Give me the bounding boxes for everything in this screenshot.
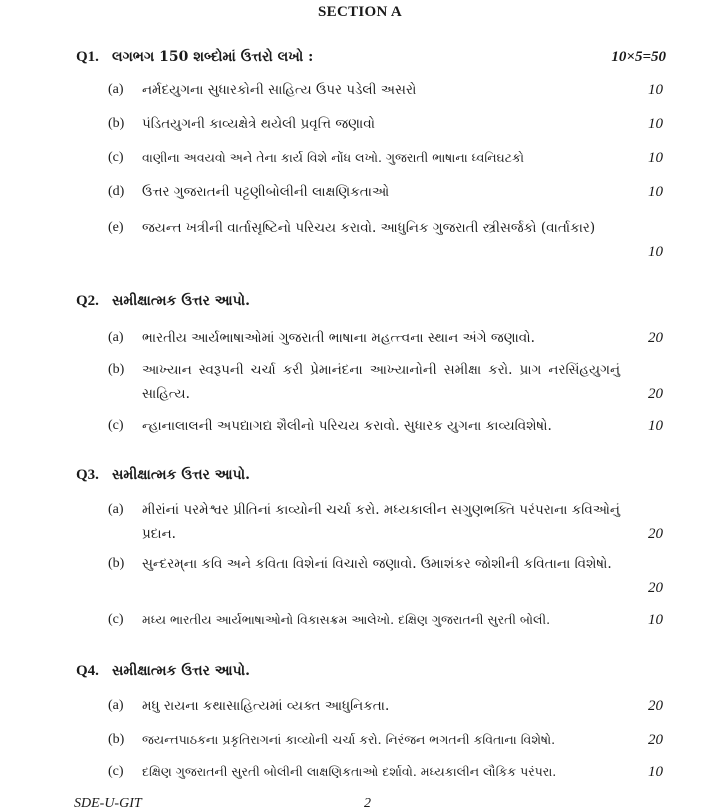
- paper-code: SDE-U-GIT: [74, 796, 142, 811]
- part-text: ભારતીય આર્યભાષાઓમાં ગુજરાતી ભાષાના મહત્ત્વના સ્થાન અંગે જણાવો.: [142, 330, 535, 346]
- question-2-header: [76, 290, 666, 312]
- part-text: પંડિતયુગની કાવ્યક્ષેત્રે થયેલી પ્રવૃત્તિ જણાવો: [142, 116, 376, 132]
- question-marks: 10×5=50: [611, 49, 666, 65]
- part-text: મધ્ય ભારતીય આર્યભાષાઓનો વિકાસક્રમ આલેખો. દક્ષિણ ગુજરાતની સુરતી બોલી.: [142, 612, 551, 627]
- part-label: (a): [108, 502, 124, 517]
- part-marks: 10: [648, 184, 663, 200]
- part-marks: 20: [648, 526, 663, 542]
- part-text: મધુ રાયના કથાસાહિત્યમાં વ્યક્ત આધુનિકતા.: [142, 698, 390, 714]
- part-marks: 10: [648, 150, 663, 166]
- section-title: SECTION A: [318, 4, 402, 20]
- part-label: (e): [108, 220, 124, 235]
- question-number: Q4.: [76, 663, 99, 679]
- part-label: (b): [108, 362, 125, 377]
- part-label: (c): [108, 150, 124, 165]
- part-marks: 10: [648, 764, 663, 780]
- page-number: 2: [364, 796, 371, 811]
- part-text: જયન્તપાઠકના પ્રકૃતિરાગનાં કાવ્યોની ચર્ચા કરો. નિરંજન ભગતની કવિતાના વિશેષો.: [142, 732, 556, 747]
- part-marks: 10: [648, 418, 663, 434]
- part-text: દક્ષિણ ગુજરાતની સુરતી બોલીની લાક્ષણિકતાઓ દર્શાવો. મધ્યકાલીન લૌકિક પરંપરા.: [142, 764, 557, 779]
- part-label: (b): [108, 556, 125, 571]
- part-text: મીરાંનાં પરમેશ્વર પ્રીતિનાં કાવ્યોની ચર્ચા કરો. મધ્યકાલીન સગુણભક્તિ પરંપરાના કવિઓનું પ્રદાન.: [142, 502, 620, 542]
- part-marks: 10: [648, 612, 663, 628]
- part-marks: 10: [648, 244, 663, 260]
- question-4-header: [76, 660, 666, 682]
- question-number: Q1.: [76, 49, 99, 65]
- part-text: ઉત્તર ગુજરાતની પટ્ટણીબોલીની લાક્ષણિકતાઓ: [142, 184, 390, 200]
- question-number: Q3.: [76, 467, 99, 483]
- part-label: (b): [108, 116, 125, 131]
- part-marks: 20: [648, 580, 663, 596]
- question-1-header: [76, 46, 666, 68]
- part-label: (c): [108, 418, 124, 433]
- part-marks: 10: [648, 116, 663, 132]
- part-text: આખ્યાન સ્વરૂપની ચર્ચા કરી પ્રેમાનંદના આખ્યાનોની સમીક્ષા કરો. પ્રાગ નરસિંહયુગનું સાહિત્ય.: [142, 362, 620, 402]
- part-marks: 20: [648, 698, 663, 714]
- question-number: Q2.: [76, 293, 99, 309]
- question-instruction: સમીક્ષાત્મક ઉત્તર આપો.: [112, 293, 250, 309]
- part-label: (b): [108, 732, 125, 747]
- part-marks: 10: [648, 82, 663, 98]
- part-text: વાણીના અવયવો અને તેના કાર્ય વિશે નોંધ લખો. ગુજરાતી ભાષાના ધ્વનિઘટકો: [142, 150, 524, 165]
- part-label: (a): [108, 698, 124, 713]
- question-instruction: સમીક્ષાત્મક ઉત્તર આપો.: [112, 467, 250, 483]
- part-text: જયન્ત ખત્રીની વાર્તાસૃષ્ટિનો પરિચય કરાવો. આધુનિક ગુજરાતી સ્ત્રીસર્જકો (વાર્તાકાર): [142, 220, 596, 236]
- part-marks: 20: [648, 732, 663, 748]
- part-label: (c): [108, 764, 124, 779]
- question-instruction: લગભગ 150 શબ્દોમાં ઉત્તરો લખો :: [112, 49, 314, 65]
- part-label: (a): [108, 82, 124, 97]
- part-label: (d): [108, 184, 125, 199]
- part-label: (c): [108, 612, 124, 627]
- part-marks: 20: [648, 386, 663, 402]
- part-marks: 20: [648, 330, 663, 346]
- part-text: ન્હાનાલાલની અપદ્યાગદ્ય શૈલીનો પરિચય કરાવો. સુધારક યુગના કાવ્યવિશેષો.: [142, 418, 552, 434]
- question-3-header: [76, 464, 666, 486]
- part-label: (a): [108, 330, 124, 345]
- question-instruction: સમીક્ષાત્મક ઉત્તર આપો.: [112, 663, 250, 679]
- part-text: નર્મદયુગના સુધારકોની સાહિત્ય ઉપર પડેલી અસરો: [142, 82, 417, 98]
- part-text: સુન્દરમ્‌ના કવિ અને કવિતા વિશેનાં વિચારો જણાવો. ઉમાશંકર જોશીની કવિતાના વિશેષો.: [142, 556, 612, 572]
